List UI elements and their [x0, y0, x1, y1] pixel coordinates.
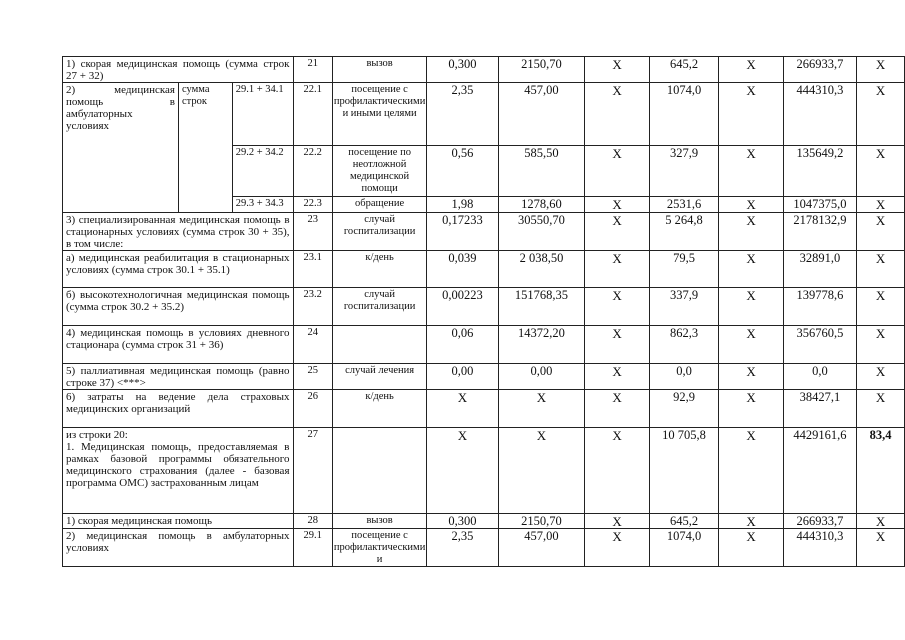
row-code: 22.2 [293, 146, 332, 197]
row-description: б) высокотехнологичная медицинская помощь (сумма строк 30.2 + 35.2) [63, 288, 294, 326]
value-cell: X [585, 197, 649, 213]
value-cell: X [585, 364, 649, 390]
value-cell: 1,98 [427, 197, 498, 213]
value-cell: X [857, 146, 905, 197]
value-cell: X [585, 251, 649, 288]
financing-table [62, 56, 905, 567]
value-cell: 1074,0 [649, 83, 719, 146]
value-cell: X [585, 288, 649, 326]
table-row [63, 428, 905, 514]
unit-cell: посещение по неотложной медицинской помощи [332, 146, 426, 197]
value-cell: X [719, 514, 783, 529]
unit-cell: вызов [332, 514, 426, 529]
value-cell: 92,9 [649, 390, 719, 428]
value-cell: 2150,70 [498, 514, 585, 529]
sum-formula: 29.2 + 34.2 [232, 146, 293, 197]
value-cell: X [585, 514, 649, 529]
value-cell: 266933,7 [783, 57, 856, 83]
value-cell: X [719, 390, 783, 428]
value-cell: 2178132,9 [783, 213, 856, 251]
value-cell: 0,06 [427, 326, 498, 364]
unit-cell: к/день [332, 390, 426, 428]
value-cell: 1074,0 [649, 529, 719, 567]
value-cell: 0,300 [427, 514, 498, 529]
row-code: 29.1 [293, 529, 332, 567]
row-code: 22.1 [293, 83, 332, 146]
value-cell: X [585, 146, 649, 197]
unit-cell: посещение с профилактическими и иными целями [332, 83, 426, 146]
row-code: 23.2 [293, 288, 332, 326]
value-cell: 0,039 [427, 251, 498, 288]
row-description: 2) медицинская помощь в амбулаторных условиях [63, 83, 179, 213]
value-cell: X [585, 428, 649, 514]
unit-cell [332, 428, 426, 514]
table-row [63, 57, 905, 83]
value-cell: 457,00 [498, 529, 585, 567]
value-cell: 139778,6 [783, 288, 856, 326]
value-cell: X [498, 390, 585, 428]
value-cell: X [719, 529, 783, 567]
value-cell: 0,56 [427, 146, 498, 197]
unit-cell: посещение с профилактическими и [333, 530, 426, 565]
section-description: 1. Медицинская помощь, предоставляемая в рамках базовой программы обязательного медицинского страхования (далее - базовая программа ОМС) застрахованным лицам [66, 441, 290, 489]
row-description: 5) паллиативная медицинская помощь (равно строке 37) <***> [63, 364, 294, 390]
row-description: 4) медицинская помощь в условиях дневного стационара (сумма строк 31 + 36) [63, 326, 294, 364]
value-cell: 0,0 [783, 364, 856, 390]
value-cell: X [857, 251, 905, 288]
value-cell: 10 705,8 [649, 428, 719, 514]
value-cell: X [719, 197, 783, 213]
value-cell: X [585, 529, 649, 567]
row-description [63, 428, 294, 514]
unit-cell: вызов [332, 57, 426, 83]
value-cell: 32891,0 [783, 251, 856, 288]
row-description: 1) скорая медицинская помощь (сумма строк 27 + 32) [63, 57, 294, 83]
value-cell: X [719, 146, 783, 197]
row-description: 2) медицинская помощь в амбулаторных условиях [63, 529, 294, 567]
row-code: 22.3 [293, 197, 332, 213]
table-row [63, 390, 905, 428]
value-cell: X [719, 213, 783, 251]
value-cell: 0,00 [498, 364, 585, 390]
row-code: 28 [293, 514, 332, 529]
value-cell: 0,0 [649, 364, 719, 390]
value-cell: 337,9 [649, 288, 719, 326]
value-cell: X [585, 390, 649, 428]
value-cell: X [585, 83, 649, 146]
unit-cell: к/день [332, 251, 426, 288]
sum-formula: 29.1 + 34.1 [232, 83, 293, 146]
value-cell: 0,00 [427, 364, 498, 390]
row-description: а) медицинская реабилитация в стационарных условиях (сумма строк 30.1 + 35.1) [63, 251, 294, 288]
row-description: 3) специализированная медицинская помощь в стационарных условиях (сумма строк 30 + 35), в том числе: [63, 213, 294, 251]
value-cell: 645,2 [649, 514, 719, 529]
value-cell: 2,35 [427, 83, 498, 146]
table-row [63, 326, 905, 364]
value-cell: X [719, 288, 783, 326]
value-cell: 2531,6 [649, 197, 719, 213]
value-cell: 2,35 [427, 529, 498, 567]
value-cell: 266933,7 [783, 514, 856, 529]
value-cell: 1278,60 [498, 197, 585, 213]
value-cell: 2 038,50 [498, 251, 585, 288]
table-row [63, 364, 905, 390]
row-code: 26 [293, 390, 332, 428]
value-cell: X [857, 390, 905, 428]
row-description: 1) скорая медицинская помощь [63, 514, 294, 529]
row-code: 23.1 [293, 251, 332, 288]
value-cell: 444310,3 [783, 529, 856, 567]
value-cell: X [719, 364, 783, 390]
value-cell: 1047375,0 [783, 197, 856, 213]
value-cell: 151768,35 [498, 288, 585, 326]
value-cell: 4429161,6 [783, 428, 856, 514]
value-cell: X [585, 326, 649, 364]
value-cell: X [719, 428, 783, 514]
value-cell: X [857, 197, 905, 213]
value-cell: X [857, 364, 905, 390]
value-cell: 2150,70 [498, 57, 585, 83]
table-row [63, 288, 905, 326]
unit-cell: случай лечения [332, 364, 426, 390]
value-cell: X [857, 514, 905, 529]
value-cell: X [585, 213, 649, 251]
value-cell: 862,3 [649, 326, 719, 364]
row-code: 21 [293, 57, 332, 83]
value-cell: 83,4 [857, 428, 905, 514]
sum-label: сумма строк [178, 83, 232, 213]
value-cell: X [585, 57, 649, 83]
value-cell: X [719, 83, 783, 146]
unit-cell: случай госпитализации [332, 213, 426, 251]
value-cell: 585,50 [498, 146, 585, 197]
table-row [63, 213, 905, 251]
unit-cell: обращение [332, 197, 426, 213]
row-code: 27 [293, 428, 332, 514]
row-code: 25 [293, 364, 332, 390]
value-cell: X [857, 288, 905, 326]
value-cell: 0,300 [427, 57, 498, 83]
value-cell: X [857, 57, 905, 83]
value-cell: 457,00 [498, 83, 585, 146]
value-cell: X [719, 57, 783, 83]
value-cell: X [857, 213, 905, 251]
value-cell: X [719, 251, 783, 288]
value-cell: 444310,3 [783, 83, 856, 146]
row-code: 23 [293, 213, 332, 251]
value-cell: X [857, 529, 905, 567]
value-cell: 356760,5 [783, 326, 856, 364]
value-cell: 5 264,8 [649, 213, 719, 251]
value-cell: 135649,2 [783, 146, 856, 197]
document-page [62, 56, 905, 567]
value-cell: X [427, 390, 498, 428]
value-cell: X [857, 326, 905, 364]
value-cell: 327,9 [649, 146, 719, 197]
value-cell: X [427, 428, 498, 514]
table-row [63, 514, 905, 529]
row-description: 6) затраты на ведение дела страховых медицинских организаций [63, 390, 294, 428]
value-cell: 14372,20 [498, 326, 585, 364]
value-cell: 30550,70 [498, 213, 585, 251]
sum-formula: 29.3 + 34.3 [232, 197, 293, 213]
table-row [63, 251, 905, 288]
unit-cell: случай госпитализации [332, 288, 426, 326]
value-cell: X [857, 83, 905, 146]
section-heading: из строки 20: [66, 429, 128, 441]
value-cell: 645,2 [649, 57, 719, 83]
unit-cell [332, 326, 426, 364]
value-cell: 38427,1 [783, 390, 856, 428]
table-row [63, 529, 905, 567]
row-code: 24 [293, 326, 332, 364]
table-row [63, 83, 905, 146]
value-cell: X [498, 428, 585, 514]
value-cell: 79,5 [649, 251, 719, 288]
value-cell: X [719, 326, 783, 364]
value-cell: 0,17233 [427, 213, 498, 251]
value-cell: 0,00223 [427, 288, 498, 326]
